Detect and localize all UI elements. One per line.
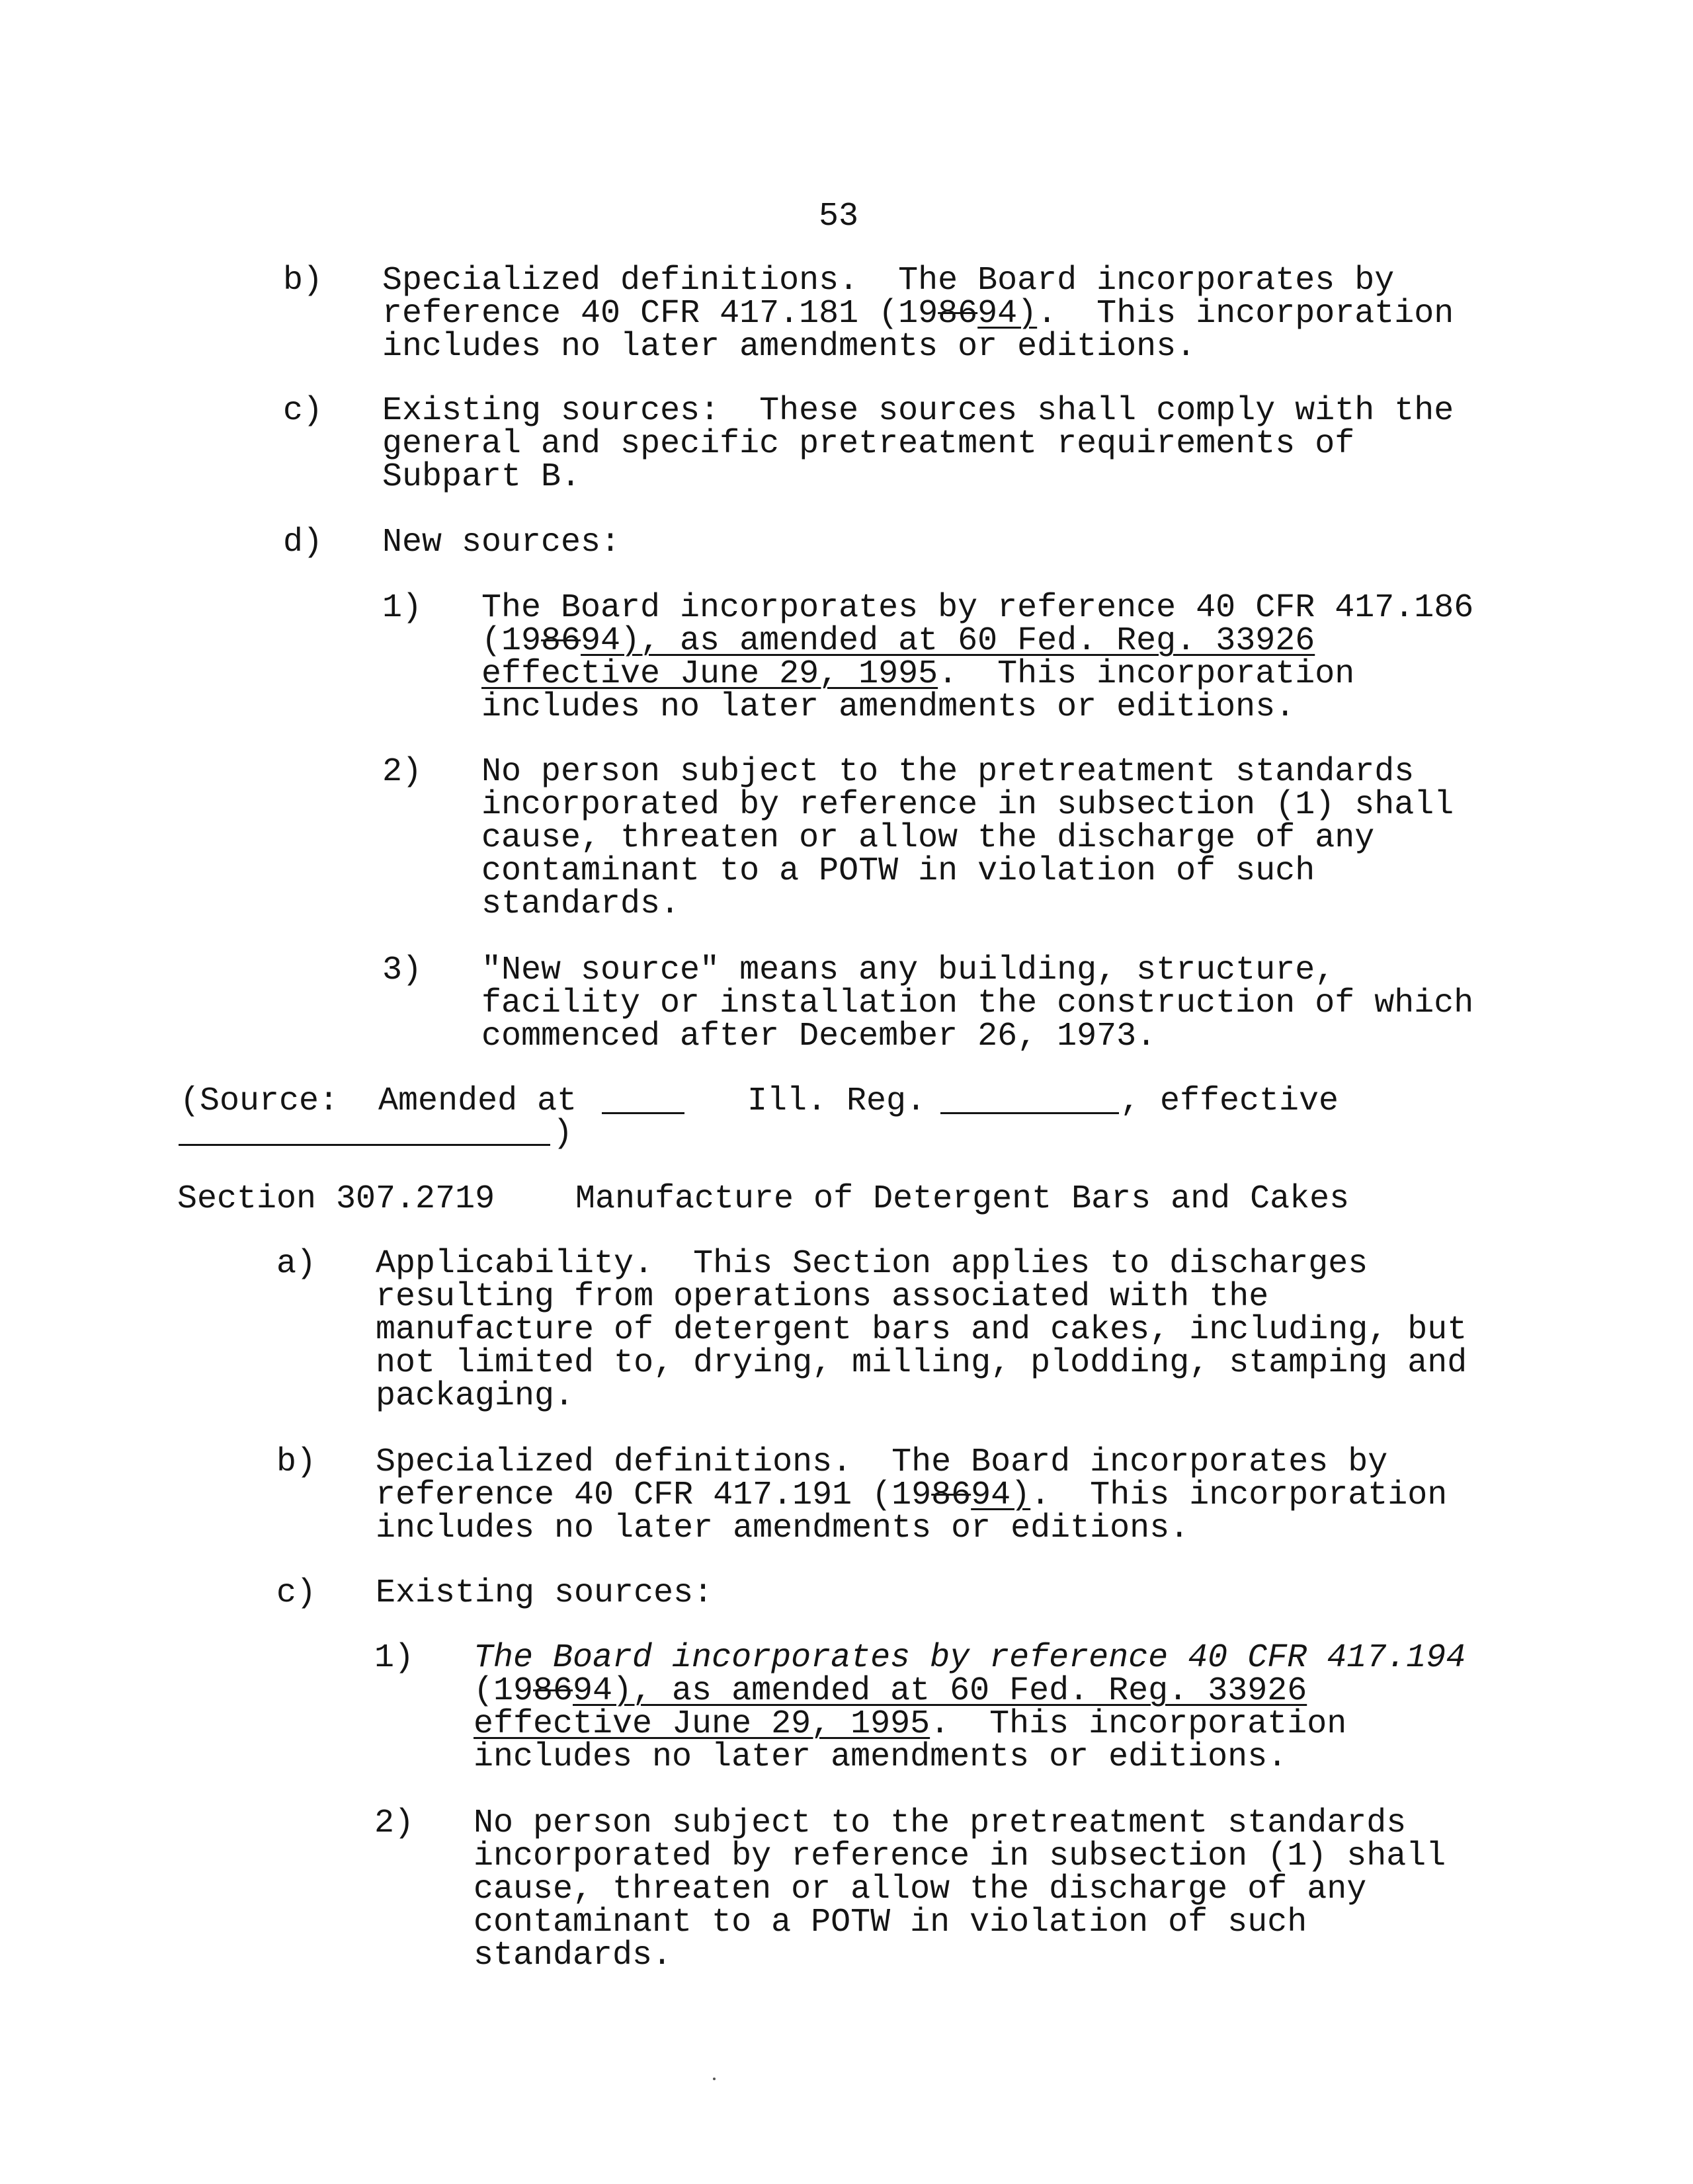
- upper-d1-line-4: includes no later amendments or editions.: [481, 688, 1296, 726]
- upper-c-label: c): [283, 392, 323, 430]
- source-note-prefix: (Source: Amended at: [180, 1082, 577, 1120]
- section-a-line-1: Applicability. This Section applies to discharges: [376, 1245, 1368, 1283]
- section-a-line-4: not limited to, drying, milling, plodding, stamping and: [376, 1344, 1467, 1382]
- scan-speck: [713, 2078, 716, 2080]
- section-c1-line-3: effective June 29, 1995. This incorporation: [474, 1705, 1347, 1743]
- upper-c-line-1: Existing sources: These sources shall comply with the: [382, 392, 1454, 430]
- upper-d-line-1: New sources:: [382, 524, 621, 561]
- upper-b-line-2: reference 40 CFR 417.181 (198694). This incorporation: [382, 295, 1454, 333]
- upper-d2-line-5: standards.: [481, 885, 681, 923]
- upper-d1-line-1: The Board incorporates by reference 40 CFR 417.186: [481, 589, 1474, 627]
- source-page-blank: [940, 1112, 1119, 1114]
- upper-d2-label: 2): [382, 753, 423, 791]
- section-a-line-3: manufacture of detergent bars and cakes, including, but: [376, 1311, 1467, 1349]
- section-c2-line-3: cause, threaten or allow the discharge of any: [474, 1871, 1367, 1908]
- upper-b-line-1: Specialized definitions. The Board incorporates by: [382, 262, 1395, 300]
- section-b-line-3: includes no later amendments or editions.: [376, 1510, 1190, 1547]
- upper-c-line-2: general and specific pretreatment requirements of: [382, 425, 1355, 463]
- section-c2-line-5: standards.: [474, 1937, 673, 1974]
- upper-d-label: d): [283, 524, 323, 561]
- section-c2-label: 2): [374, 1804, 415, 1842]
- section-c-label: c): [276, 1574, 317, 1612]
- upper-d3-label: 3): [382, 951, 423, 989]
- section-title: Manufacture of Detergent Bars and Cakes: [575, 1180, 1350, 1218]
- section-c1-label: 1): [374, 1639, 415, 1677]
- inserted-text: effective June 29, 1995: [481, 655, 938, 693]
- upper-c-line-3: Subpart B.: [382, 458, 581, 496]
- upper-d1-line-2: (198694), as amended at 60 Fed. Reg. 33926: [481, 622, 1315, 660]
- inserted-text: 94), as amended at 60 Fed. Reg. 33926: [581, 622, 1315, 660]
- inserted-text: 94): [977, 295, 1038, 333]
- source-note-close: ): [553, 1115, 573, 1153]
- section-c1-line-4: includes no later amendments or editions.: [474, 1738, 1288, 1776]
- section-a-line-5: packaging.: [376, 1377, 575, 1415]
- upper-d3-line-2: facility or installation the construction of which: [481, 985, 1474, 1022]
- section-c2-line-1: No person subject to the pretreatment standards: [474, 1804, 1407, 1842]
- upper-d3-line-3: commenced after December 26, 1973.: [481, 1018, 1157, 1055]
- section-c2-line-2: incorporated by reference in subsection (1) shall: [474, 1838, 1446, 1875]
- source-date-blank: [179, 1144, 550, 1146]
- inserted-text: effective June 29, 1995: [474, 1705, 930, 1743]
- source-note-register: Ill. Reg.: [747, 1082, 927, 1120]
- section-b-line-2: reference 40 CFR 417.191 (198694). This incorporation: [376, 1476, 1448, 1514]
- section-b-line-1: Specialized definitions. The Board incorporates by: [376, 1443, 1388, 1481]
- deleted-text: 86: [533, 1672, 573, 1710]
- section-c-line-1: Existing sources:: [376, 1574, 714, 1612]
- page-number: 53: [819, 198, 859, 235]
- section-c2-line-4: contaminant to a POTW in violation of such: [474, 1904, 1307, 1941]
- upper-d2-line-4: contaminant to a POTW in violation of such: [481, 852, 1315, 890]
- upper-d1-label: 1): [382, 589, 423, 627]
- upper-d3-line-1: "New source" means any building, structure,: [481, 951, 1335, 989]
- upper-b-label: b): [283, 262, 323, 300]
- deleted-text: 86: [931, 1476, 971, 1514]
- inserted-text: 94): [971, 1476, 1031, 1514]
- inserted-text: 94), as amended at 60 Fed. Reg. 33926: [573, 1672, 1307, 1710]
- upper-d2-line-3: cause, threaten or allow the discharge of any: [481, 819, 1375, 857]
- section-a-label: a): [276, 1245, 317, 1283]
- section-number: Section 307.2719: [177, 1180, 495, 1218]
- source-note-effective: , effective: [1120, 1082, 1339, 1120]
- deleted-text: 86: [938, 295, 978, 333]
- source-volume-blank: [602, 1112, 684, 1114]
- upper-d2-line-2: incorporated by reference in subsection (1) shall: [481, 786, 1454, 824]
- upper-d1-line-3: effective June 29, 1995. This incorporation: [481, 655, 1355, 693]
- upper-b-line-3: includes no later amendments or editions.: [382, 328, 1196, 366]
- upper-d2-line-1: No person subject to the pretreatment standards: [481, 753, 1415, 791]
- section-c1-line-1: The Board incorporates by reference 40 CFR 417.194: [474, 1639, 1466, 1677]
- section-c1-line-2: (198694), as amended at 60 Fed. Reg. 33926: [474, 1672, 1307, 1710]
- deleted-text: 86: [541, 622, 581, 660]
- section-b-label: b): [276, 1443, 317, 1481]
- section-a-line-2: resulting from operations associated with the: [376, 1278, 1269, 1316]
